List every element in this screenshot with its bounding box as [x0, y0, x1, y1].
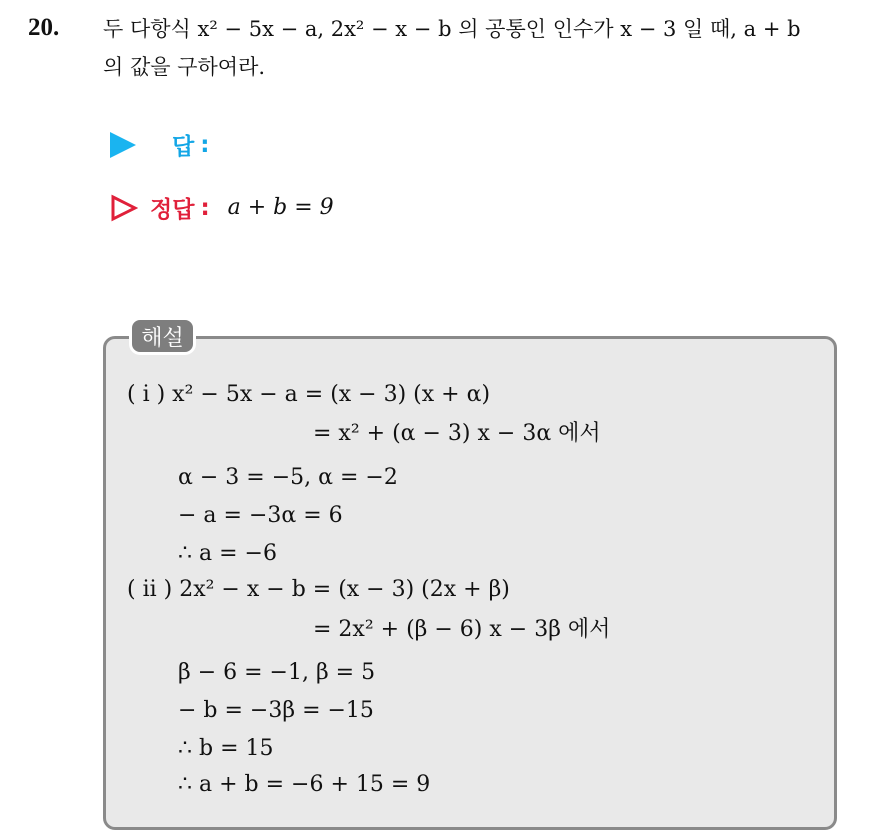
correct-answer-colon: : — [200, 194, 210, 221]
answer-blank-label: 답 — [172, 134, 195, 160]
question-number: 20. — [28, 14, 60, 41]
solution-line-2: = x² + (α − 3) x − 3α 에서 — [313, 421, 601, 446]
answer-blank-colon: : — [200, 131, 210, 158]
correct-answer-label: 정답 — [150, 197, 195, 223]
solution-line-8: β − 6 = −1, β = 5 — [178, 660, 376, 685]
correct-answer-value: a + b = 9 — [227, 195, 334, 220]
solution-line-4: − a = −3α = 6 — [178, 503, 343, 528]
solution-line-7: = 2x² + (β − 6) x − 3β 에서 — [313, 617, 611, 642]
solution-line-10: ∴ b = 15 — [178, 736, 274, 761]
play-filled-icon — [110, 132, 136, 158]
question-text-line-2: 의 값을 구하여라. — [103, 55, 266, 79]
solution-line-9: − b = −3β = −15 — [178, 698, 374, 723]
solution-line-1: ( i ) x² − 5x − a = (x − 3) (x + α) — [127, 382, 491, 407]
solution-line-5: ∴ a = −6 — [178, 541, 277, 566]
solution-line-3: α − 3 = −5, α = −2 — [178, 465, 398, 490]
solution-tab: 해설 — [129, 317, 196, 355]
solution-line-11: ∴ a + b = −6 + 15 = 9 — [178, 772, 431, 797]
play-outline-icon — [110, 194, 138, 222]
solution-line-6: ( ii ) 2x² − x − b = (x − 3) (2x + β) — [127, 577, 510, 602]
question-text-line-1: 두 다항식 x² − 5x − a, 2x² − x − b 의 공통인 인수가 x − 3 일 때, a + b — [103, 17, 801, 41]
correct-answer-row — [110, 191, 334, 224]
answer-blank-row — [110, 128, 227, 161]
